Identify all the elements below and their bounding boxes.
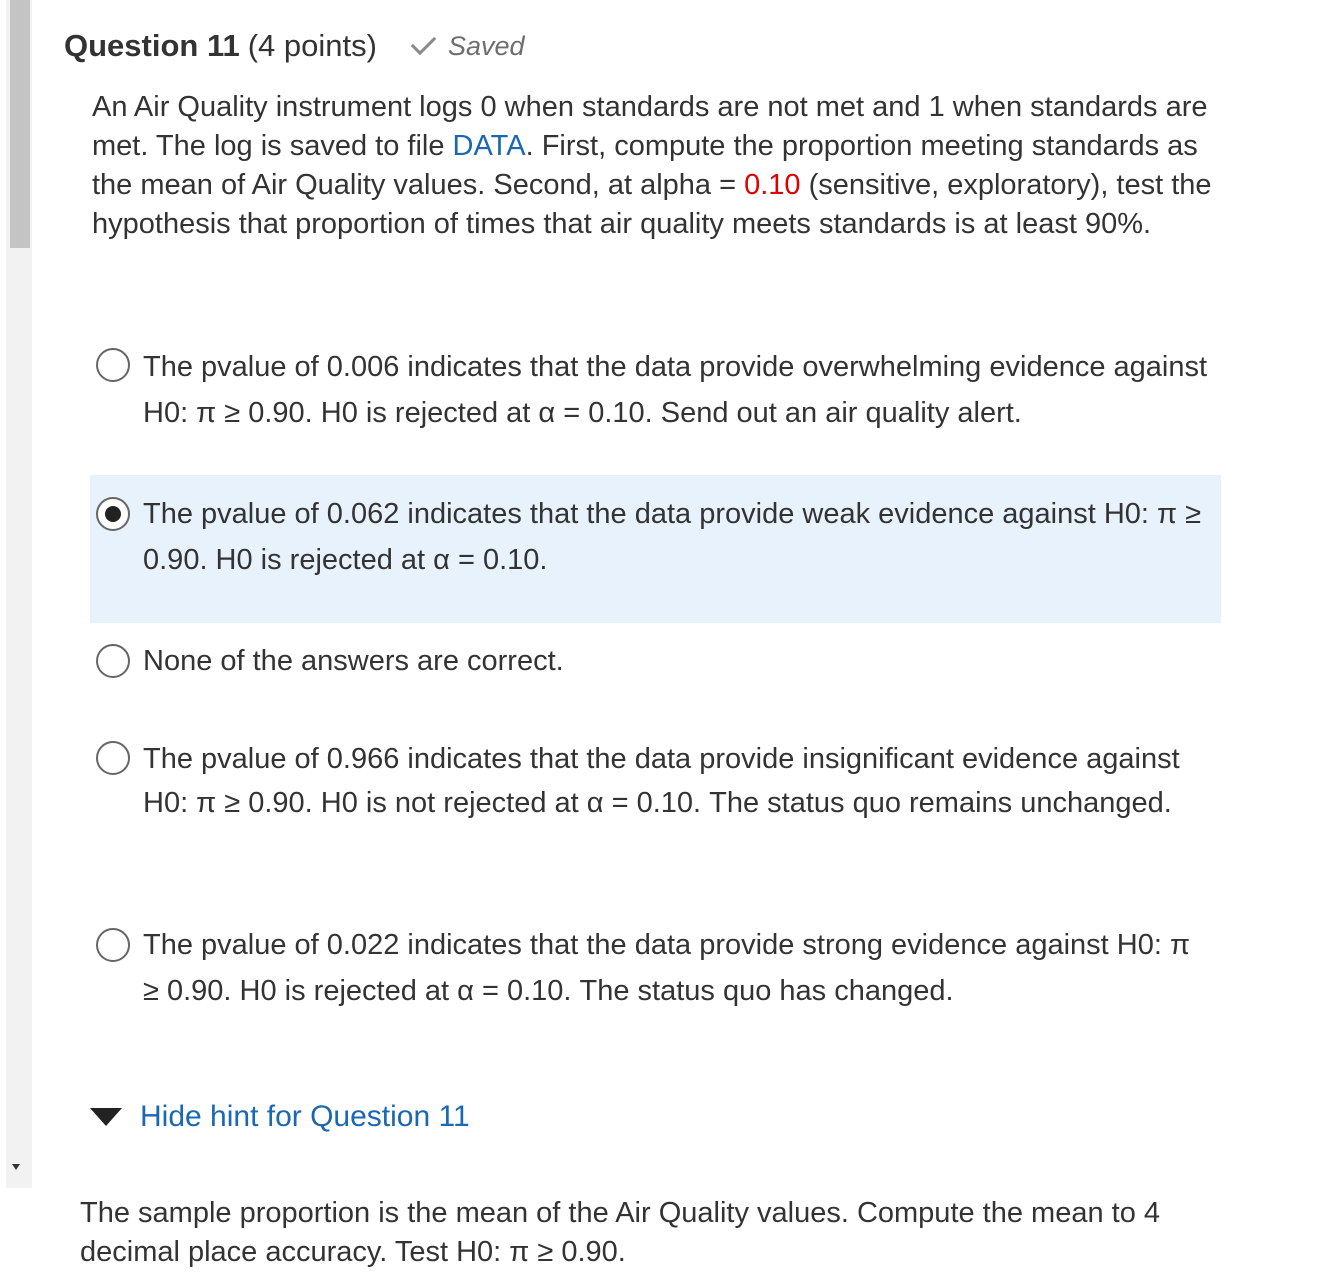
answer-option-5[interactable] bbox=[90, 922, 1221, 1014]
answer-option-4[interactable] bbox=[90, 737, 1221, 825]
radio-button-4[interactable] bbox=[96, 741, 130, 775]
saved-label: Saved bbox=[447, 30, 525, 61]
prompt-text-3: (sensitive, exploratory), test the hypothesis that proportion of times that air quality meets standards is at least 90%. bbox=[92, 169, 1212, 240]
answer-option-2[interactable] bbox=[90, 475, 1221, 623]
alpha-value: 0.10 bbox=[744, 169, 801, 201]
question-title: Question 11 bbox=[64, 28, 240, 63]
scrollbar-thumb[interactable] bbox=[10, 0, 30, 248]
check-icon bbox=[411, 29, 436, 54]
scroll-down-arrow-icon[interactable] bbox=[12, 1164, 20, 1170]
question-header bbox=[64, 24, 525, 68]
hint-text: The sample proportion is the mean of the Air Quality values. Compute the mean to 4 decimal place accuracy. Test H0: π ≥ 0.90. bbox=[80, 1197, 1161, 1268]
radio-button-5[interactable] bbox=[96, 928, 130, 962]
data-file-link[interactable]: DATA bbox=[452, 130, 526, 162]
answer-option-1-label: The pvalue of 0.006 indicates that the data provide overwhelming evidence against H0: π ≥ 0.90. H0 is rejected at α = 0.10. Send out an air quality alert. bbox=[143, 351, 1208, 429]
answer-option-1[interactable] bbox=[90, 344, 1221, 436]
prompt-text-1: An Air Quality instrument logs 0 when standards are not met and 1 when standards are met. The log is saved to file bbox=[92, 91, 1208, 162]
radio-button-2[interactable] bbox=[96, 497, 130, 531]
answer-option-5-label: The pvalue of 0.022 indicates that the data provide strong evidence against H0: π ≥ 0.90. H0 is rejected at α = 0.10. The status quo has changed. bbox=[143, 929, 1190, 1007]
answer-option-4-label: The pvalue of 0.966 indicates that the data provide insignificant evidence against H0: π ≥ 0.90. H0 is not rejected at α = 0.10. The status quo remains unchanged. bbox=[143, 743, 1180, 819]
radio-button-1[interactable] bbox=[96, 348, 130, 382]
saved-status bbox=[417, 31, 525, 62]
question-prompt bbox=[92, 88, 1222, 244]
answer-option-2-label: The pvalue of 0.062 indicates that the data provide weak evidence against H0: π ≥ 0.90. H0 is rejected at α = 0.10. bbox=[143, 498, 1202, 576]
hint-toggle[interactable] bbox=[90, 1096, 470, 1138]
hint-toggle-label[interactable]: Hide hint for Question 11 bbox=[140, 1100, 470, 1133]
radio-button-3[interactable] bbox=[96, 644, 130, 678]
answer-option-3-label: None of the answers are correct. bbox=[143, 645, 564, 677]
triangle-down-icon[interactable] bbox=[90, 1108, 122, 1126]
prompt-text-2: . First, compute the proportion meeting standards as the mean of Air Quality values. Second, at alpha = bbox=[92, 130, 1198, 201]
answer-option-3[interactable] bbox=[90, 638, 1221, 684]
question-points: (4 points) bbox=[247, 28, 377, 63]
